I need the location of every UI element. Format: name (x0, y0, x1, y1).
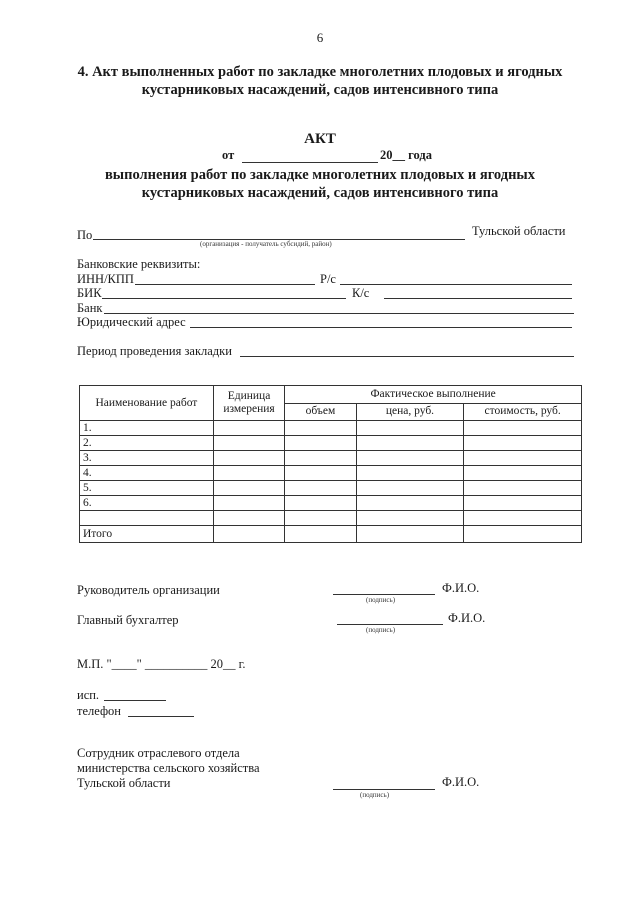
rs-field[interactable] (340, 284, 572, 285)
table-row (80, 436, 582, 451)
row-number: 1. (80, 421, 214, 436)
act-date-prefix: от (222, 148, 235, 162)
table-cell[interactable] (285, 436, 356, 451)
row-number: 6. (80, 496, 214, 511)
employee-fio: Ф.И.О. (442, 775, 480, 789)
table-cell[interactable] (464, 511, 582, 526)
period-field[interactable] (240, 356, 574, 357)
table-cell[interactable] (285, 451, 356, 466)
row-number: 4. (80, 466, 214, 481)
employee-signature-field[interactable] (333, 789, 435, 790)
accountant-sign-hint: (подпись) (366, 626, 396, 634)
head-sign-hint: (подпись) (366, 596, 396, 604)
address-field[interactable] (190, 327, 572, 328)
table-cell[interactable] (464, 436, 582, 451)
table-cell[interactable] (464, 466, 582, 481)
accountant-label: Главный бухгалтер (77, 613, 179, 627)
table-cell[interactable] (213, 451, 284, 466)
table-cell[interactable] (464, 496, 582, 511)
row-number (80, 511, 214, 526)
table-cell[interactable] (213, 436, 284, 451)
table-cell[interactable] (356, 511, 464, 526)
table-row (80, 511, 582, 526)
table-cell[interactable] (356, 466, 464, 481)
header-price: цена, руб. (356, 403, 464, 421)
table-cell[interactable] (464, 526, 582, 543)
header-volume: объем (285, 403, 356, 421)
header-cost: стоимость, руб. (464, 403, 582, 421)
employee-line1: Сотрудник отраслевого отдела (77, 746, 240, 760)
table-cell[interactable] (356, 436, 464, 451)
total-label: Итого (80, 526, 214, 543)
table-row (80, 496, 582, 511)
table-cell[interactable] (213, 481, 284, 496)
table-cell[interactable] (213, 496, 284, 511)
row-number: 5. (80, 481, 214, 496)
inn-field[interactable] (135, 284, 315, 285)
address-label: Юридический адрес (77, 315, 186, 329)
accountant-signature-field[interactable] (337, 624, 443, 625)
table-cell[interactable] (285, 511, 356, 526)
phone-label: телефон (77, 704, 121, 718)
table-cell[interactable] (213, 526, 284, 543)
head-signature-field[interactable] (333, 594, 435, 595)
bik-label: БИК (77, 286, 102, 300)
table-cell[interactable] (464, 421, 582, 436)
ks-label: К/с (352, 286, 370, 300)
table-cell[interactable] (464, 451, 582, 466)
head-label: Руководитель организации (77, 583, 220, 597)
table-row (80, 466, 582, 481)
table-cell[interactable] (285, 466, 356, 481)
table-total-row (80, 526, 582, 543)
head-fio: Ф.И.О. (442, 581, 480, 595)
table-row (80, 451, 582, 466)
table-cell[interactable] (213, 511, 284, 526)
row-number: 3. (80, 451, 214, 466)
section-heading-line2: кустарниковых насаждений, садов интенсивного типа (141, 82, 499, 98)
table-cell[interactable] (464, 481, 582, 496)
employee-sign-hint: (подпись) (360, 791, 390, 799)
bik-field[interactable] (102, 298, 346, 299)
rs-label: Р/с (320, 272, 336, 286)
bank-field[interactable] (104, 313, 574, 314)
org-po-label: По (77, 228, 93, 242)
org-region: Тульской области (472, 224, 566, 238)
table-cell[interactable] (213, 421, 284, 436)
act-subtitle-line1: выполнения работ по закладке многолетних плодовых и ягодных (104, 167, 536, 183)
act-date-year: 20__ года (380, 148, 432, 162)
employee-line3: Тульской области (77, 776, 171, 790)
bank-heading: Банковские реквизиты: (77, 257, 201, 271)
employee-line2: министерства сельского хозяйства (77, 761, 260, 775)
table-cell[interactable] (285, 421, 356, 436)
table-cell[interactable] (356, 496, 464, 511)
table-cell[interactable] (285, 526, 356, 543)
accountant-fio: Ф.И.О. (448, 611, 486, 625)
executor-label: исп. (77, 688, 100, 702)
page-number: 6 (316, 30, 324, 45)
table-cell[interactable] (356, 481, 464, 496)
table-cell[interactable] (356, 421, 464, 436)
header-unit: Единица измерения (213, 386, 284, 421)
table-row (80, 421, 582, 436)
table-cell[interactable] (285, 481, 356, 496)
phone-field[interactable] (128, 716, 194, 717)
act-title: АКТ (304, 131, 336, 147)
stamp-date-line: М.П. "____" __________ 20__ г. (77, 657, 246, 671)
act-subtitle-line2: кустарниковых насаждений, садов интенсивного типа (141, 185, 499, 201)
header-fact: Фактическое выполнение (285, 386, 582, 404)
org-hint: (организация - получатель субсидий, район) (200, 240, 332, 248)
section-heading-line1: 4. Акт выполненных работ по закладке многолетних плодовых и ягодных (77, 64, 563, 80)
period-label: Период проведения закладки (77, 344, 232, 358)
table-row (80, 481, 582, 496)
table-cell[interactable] (356, 526, 464, 543)
header-work-name: Наименование работ (80, 386, 214, 421)
row-number: 2. (80, 436, 214, 451)
act-date-blank[interactable] (242, 162, 378, 163)
table-cell[interactable] (285, 496, 356, 511)
table-cell[interactable] (356, 451, 464, 466)
ks-field[interactable] (384, 298, 572, 299)
bank-label: Банк (77, 301, 103, 315)
executor-field[interactable] (104, 700, 166, 701)
table-cell[interactable] (213, 466, 284, 481)
works-table (79, 385, 582, 543)
inn-label: ИНН/КПП (77, 272, 134, 286)
